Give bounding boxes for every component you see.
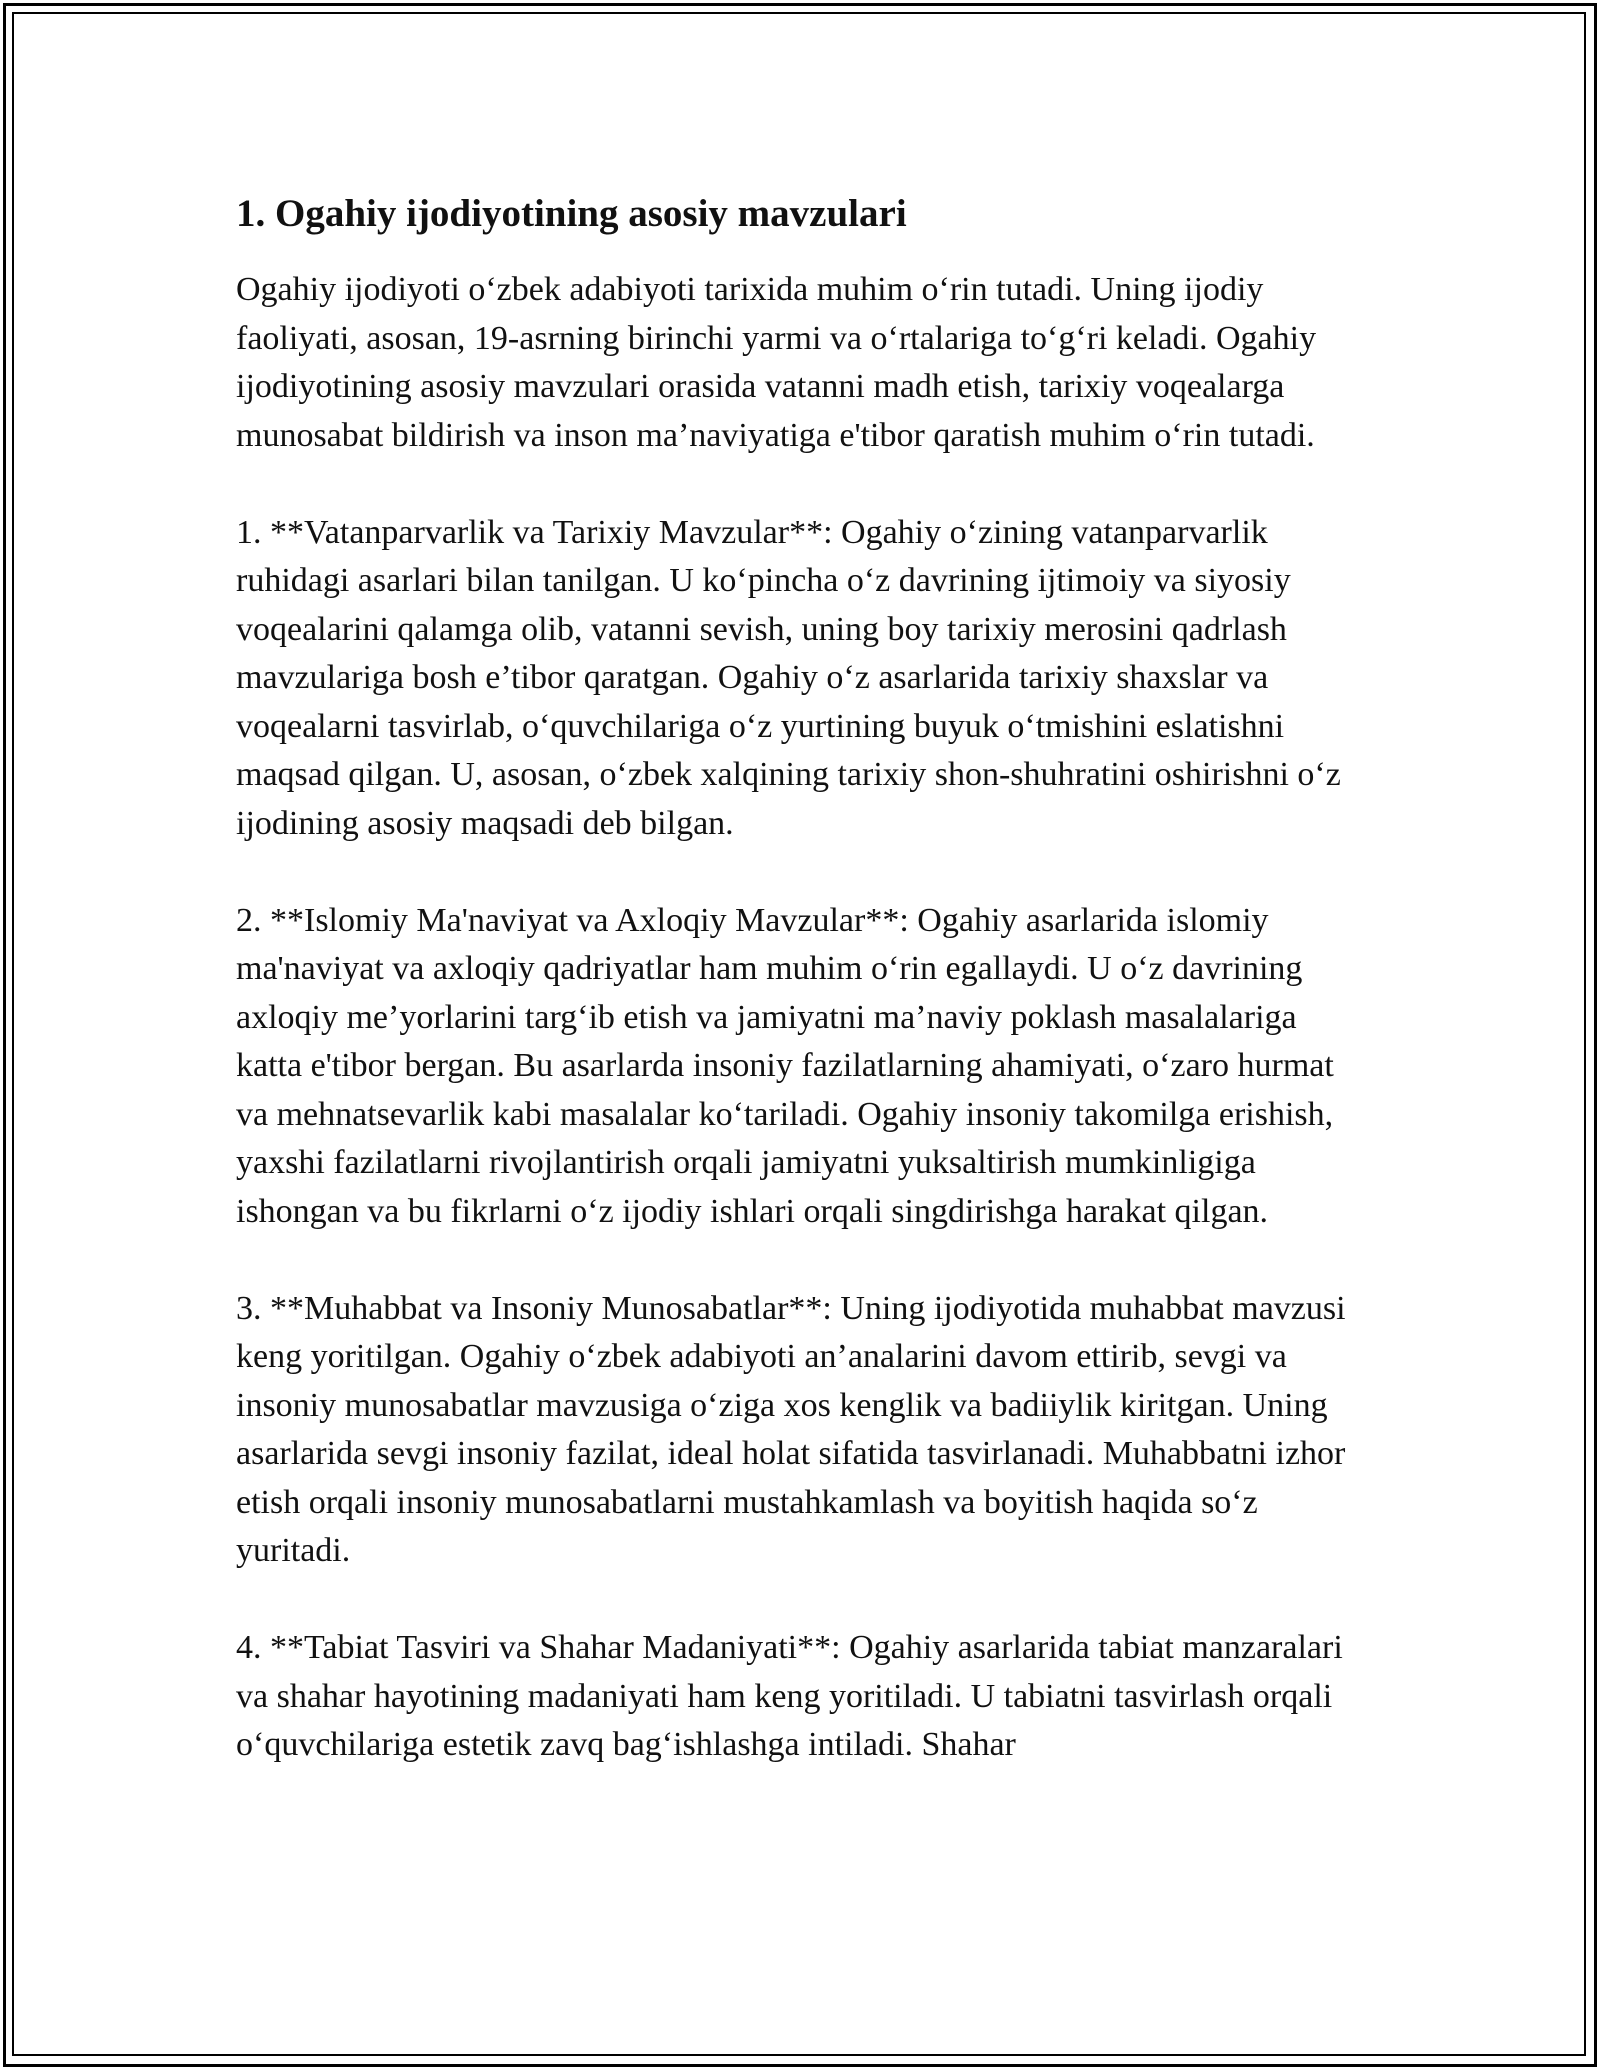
document-title: 1. Ogahiy ijodiyotining asosiy mavzulari <box>236 192 907 235</box>
paragraph-tabiat: 4. **Tabiat Tasviri va Shahar Madaniyati**: Ogahiy asarlarida tabiat manzaralari va shahar hayotining madaniyati ham keng yoritiladi. U tabiatni tasvirlash orqali o‘quvchilariga estetik zavq bag‘ishlashga intiladi. Shahar <box>236 1629 1343 1763</box>
paragraph-intro: Ogahiy ijodiyoti o‘zbek adabiyoti tarixida muhim o‘rin tutadi. Uning ijodiy faoliyati, asosan, 19-asrning birinchi yarmi va o‘rtalariga to‘g‘ri keladi. Ogahiy ijodiyotining asosiy mavzulari orasida vatanni madh etish, tarixiy voqealarga munosabat bildirish va inson ma’naviyatiga e'tibor qaratish muhim o‘rin tutadi. <box>236 271 1317 454</box>
document-page <box>236 190 1366 1818</box>
paragraph-islomiy-manaviyat: 2. **Islomiy Ma'naviyat va Axloqiy Mavzular**: Ogahiy asarlarida islomiy ma'naviyat va axloqiy qadriyatlar ham muhim o‘rin egallaydi. U o‘z davrining axloqiy me’yorlarini targ‘ib etish va jamiyatni ma’naviy poklash masalalariga katta e'tibor bergan. Bu asarlarda insoniy fazilatlarning ahamiyati, o‘zaro hurmat va mehnatsevarlik kabi masalalar ko‘tariladi. Ogahiy insoniy takomilga erishish, yaxshi fazilatlarni rivojlantirish orqali jamiyatni yuksaltirish mumkinligiga ishongan va bu fikrlarni o‘z ijodiy ishlari orqali singdirishga harakat qilgan. <box>236 901 1334 1230</box>
paragraph-muhabbat: 3. **Muhabbat va Insoniy Munosabatlar**: Uning ijodiyotida muhabbat mavzusi keng yoritilgan. Ogahiy o‘zbek adabiyoti an’analarini davom ettirib, sevgi va insoniy munosabatlar mavzusiga o‘ziga xos kenglik va badiiylik kiritgan. Uning asarlarida sevgi insoniy fazilat, ideal holat sifatida tasvirlanadi. Muhabbatni izhor etish orqali insoniy munosabatlarni mustahkamlash va boyitish haqida so‘z yuritadi. <box>236 1289 1346 1569</box>
paragraph-vatanparvarlik: 1. **Vatanparvarlik va Tarixiy Mavzular**: Ogahiy o‘zining vatanparvarlik ruhidagi asarlari bilan tanilgan. U ko‘pincha o‘z davrining ijtimoiy va siyosiy voqealarini qalamga olib, vatanni sevish, uning boy tarixiy merosini qadrlash mavzulariga bosh e’tibor qaratgan. Ogahiy o‘z asarlarida tarixiy shaxslar va voqealarni tasvirlab, o‘quvchilariga o‘z yurtining buyuk o‘tmishini eslatishni maqsad qilgan. U, asosan, o‘zbek xalqining tarixiy shon-shuhratini oshirishni o‘z ijodining asosiy maqsadi deb bilgan. <box>236 513 1341 842</box>
